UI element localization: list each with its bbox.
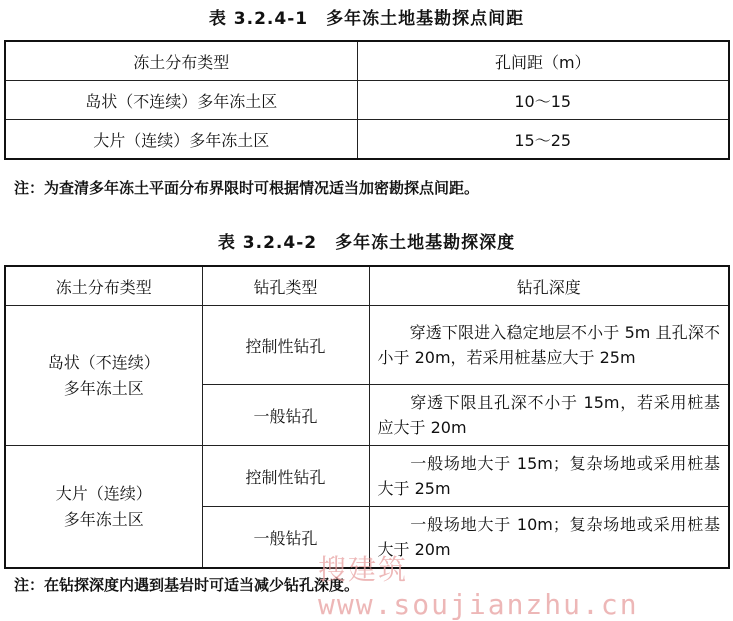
table-row — [5, 446, 729, 507]
type-cell — [5, 446, 202, 569]
depth-text: 一般场地大于 15m；复杂场地或采用桩基大于 25m — [377, 454, 720, 498]
header-cell: 冻土分布类型 — [5, 266, 202, 306]
type-cell: 岛状（不连续）多年冻土区 — [5, 81, 357, 120]
depth-cell — [369, 385, 729, 446]
depth-cell — [369, 446, 729, 507]
header-cell: 钻孔深度 — [369, 266, 729, 306]
spacing-table — [4, 40, 730, 160]
table-row — [5, 120, 729, 160]
type-cell — [5, 306, 202, 446]
depth-text: 穿透下限进入稳定地层不小于 5m 且孔深不小于 20m，若采用桩基应大于 25m — [377, 323, 720, 367]
table2-note: 注：在钻探深度内遇到基岩时可适当减少钻孔深度。 — [14, 576, 360, 594]
table-header-row — [5, 41, 729, 81]
depth-cell — [369, 306, 729, 385]
table-row — [5, 306, 729, 385]
depth-text: 一般场地大于 10m；复杂场地或采用桩基大于 20m — [377, 515, 720, 559]
hole-type-cell: 一般钻孔 — [202, 507, 369, 569]
table1-title: 表 3.2.4-1 多年冻土地基勘探点间距 — [208, 9, 525, 29]
table-row — [5, 81, 729, 120]
table1-note: 注：为查清多年冻土平面分布界限时可根据情况适当加密勘探点间距。 — [14, 179, 480, 197]
header-cell: 孔间距（m） — [357, 41, 729, 81]
depth-text: 穿透下限且孔深不小于 15m，若采用桩基应大于 20m — [377, 393, 720, 437]
type-line: 岛状（不连续） — [47, 352, 160, 372]
type-line: 大片（连续） — [55, 483, 152, 503]
hole-type-cell: 一般钻孔 — [202, 385, 369, 446]
type-line: 多年冻土区 — [63, 509, 144, 529]
table2-title: 表 3.2.4-2 多年冻土地基勘探深度 — [217, 233, 516, 253]
spacing-cell: 15～25 — [357, 120, 729, 160]
depth-table — [4, 265, 730, 569]
header-cell: 钻孔类型 — [202, 266, 369, 306]
hole-type-cell: 控制性钻孔 — [202, 306, 369, 385]
type-line: 多年冻土区 — [63, 378, 144, 398]
watermark: 搜建筑 www.soujianzhu.cn — [318, 553, 639, 621]
type-cell: 大片（连续）多年冻土区 — [5, 120, 357, 160]
header-cell: 冻土分布类型 — [5, 41, 357, 81]
spacing-cell: 10～15 — [357, 81, 729, 120]
table-header-row — [5, 266, 729, 306]
hole-type-cell: 控制性钻孔 — [202, 446, 369, 507]
